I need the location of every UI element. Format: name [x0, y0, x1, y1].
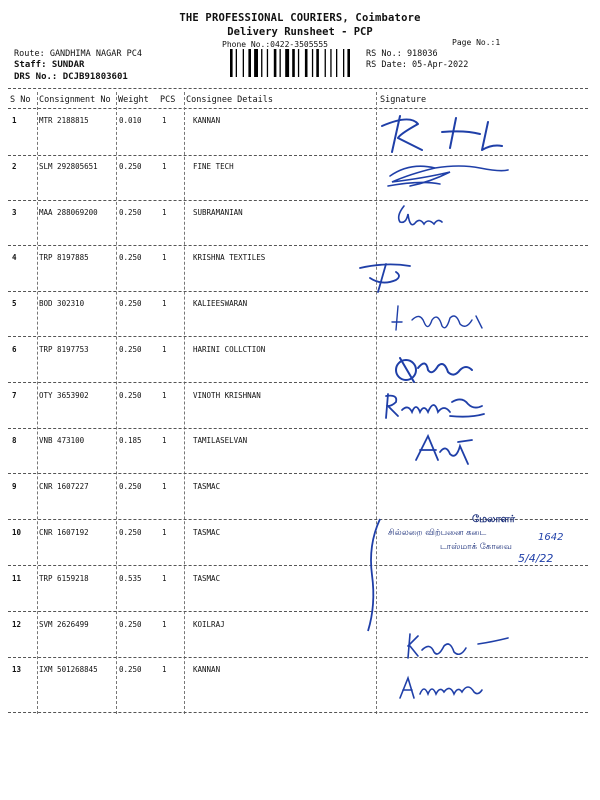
- barcode-bar: [330, 49, 331, 77]
- row-sno: 3: [12, 208, 17, 217]
- barcode-bar: [298, 49, 299, 77]
- row-pcs: 1: [162, 208, 167, 217]
- document-title: Delivery Runsheet - PCP: [227, 26, 373, 38]
- row-weight: 0.250: [119, 345, 142, 354]
- col-consignment-header: Consignment No: [39, 95, 111, 105]
- row-consignment: TRP 8197753: [39, 345, 89, 354]
- route-label: Route: GANDHIMA NAGAR PC4: [14, 49, 142, 59]
- row-sno: 1: [12, 116, 17, 125]
- barcode-bar: [312, 49, 313, 77]
- signature-row-4: [356, 256, 416, 296]
- barcode-bar: [267, 49, 268, 77]
- row-divider: [8, 291, 588, 292]
- row-divider: [8, 611, 588, 612]
- row-pcs: 1: [162, 528, 167, 537]
- row-sno: 12: [12, 620, 22, 629]
- barcode-bar: [236, 49, 237, 77]
- stamp-line-3: டாஸ்மாக் கோவை: [440, 542, 512, 552]
- row-weight: 0.250: [119, 482, 142, 491]
- row-consignee: KANNAN: [193, 116, 221, 125]
- row-weight: 0.250: [119, 391, 142, 400]
- barcode-bar: [280, 49, 281, 77]
- col-sno-header: S No: [10, 95, 31, 105]
- barcode-bar: [336, 49, 337, 77]
- row-weight: 0.250: [119, 299, 142, 308]
- stamp-line-2: சில்லறை விற்பனை கடை: [388, 528, 487, 538]
- row-consignee: FINE TECH: [193, 162, 234, 171]
- row-consignment: IXM 501268845: [39, 665, 98, 674]
- row-consignment: TRP 8197885: [39, 253, 89, 262]
- row-sno: 13: [12, 665, 22, 674]
- signature-row-13: [396, 672, 486, 702]
- row-consignee: TASMAC: [193, 574, 221, 583]
- row-weight: 0.250: [119, 208, 142, 217]
- col-signature-header: Signature: [380, 95, 427, 105]
- row-consignment: SVM 2626499: [39, 620, 89, 629]
- signature-row-1: [370, 104, 570, 156]
- barcode-bar: [305, 49, 308, 77]
- barcode-bar: [316, 49, 319, 77]
- barcode: [230, 49, 365, 77]
- row-pcs: 1: [162, 482, 167, 491]
- row-pcs: 1: [162, 299, 167, 308]
- row-weight: 0.250: [119, 665, 142, 674]
- signature-row-7: [380, 388, 490, 424]
- barcode-bar: [261, 49, 262, 77]
- row-consignment: CNR 1607227: [39, 482, 89, 491]
- row-divider: [8, 473, 588, 474]
- row-consignment: MAA 288069200: [39, 208, 98, 217]
- row-sno: 9: [12, 482, 17, 491]
- row-consignee: TASMAC: [193, 528, 221, 537]
- row-sno: 11: [12, 574, 22, 583]
- barcode-bar: [248, 49, 251, 77]
- row-sno: 8: [12, 436, 17, 445]
- row-consignment: CNR 1607192: [39, 528, 89, 537]
- row-consignee: VINOTH KRISHNAN: [193, 391, 261, 400]
- row-consignee: TAMILASELVAN: [193, 436, 248, 445]
- signature-row-2: [380, 158, 520, 192]
- stamp-line-1: மேலாளர்: [472, 514, 515, 525]
- stamp-date: 5/4/22: [518, 552, 554, 565]
- signature-row-8: [410, 430, 480, 466]
- row-pcs: 1: [162, 436, 167, 445]
- barcode-bar: [254, 49, 258, 77]
- row-sno: 5: [12, 299, 17, 308]
- row-weight: 0.010: [119, 116, 142, 125]
- barcode-bar: [243, 49, 244, 77]
- row-pcs: 1: [162, 345, 167, 354]
- row-consignment: BOD 302310: [39, 299, 85, 308]
- row-consignee: KANNAN: [193, 665, 221, 674]
- drs-number: DRS No.: DCJB91803601: [14, 72, 128, 82]
- row-sno: 4: [12, 253, 17, 262]
- row-consignment: SLM 292805651: [39, 162, 98, 171]
- row-divider: [8, 428, 588, 429]
- row-sno: 6: [12, 345, 17, 354]
- row-weight: 0.250: [119, 620, 142, 629]
- col-pcs-header: PCS: [160, 95, 176, 105]
- phone-number: Phone No.:0422-3505555: [222, 40, 328, 49]
- row-pcs: 1: [162, 620, 167, 629]
- row-consignee: TASMAC: [193, 482, 221, 491]
- col-divider: [37, 92, 38, 714]
- row-sno: 10: [12, 528, 22, 537]
- staff-label: Staff: SUNDAR: [14, 60, 85, 70]
- row-weight: 0.250: [119, 528, 142, 537]
- signature-row-12: [400, 628, 520, 662]
- row-consignee: KRISHNA TEXTILES: [193, 253, 266, 262]
- row-weight: 0.250: [119, 162, 142, 171]
- row-consignment: VNB 473100: [39, 436, 85, 445]
- row-consignee: KALIEESWARAN: [193, 299, 248, 308]
- barcode-bar: [343, 49, 344, 77]
- row-pcs: 1: [162, 162, 167, 171]
- col-divider: [184, 92, 185, 714]
- barcode-bar: [274, 49, 277, 77]
- row-divider: [8, 245, 588, 246]
- barcode-bar: [292, 49, 295, 77]
- col-weight-header: Weight: [118, 95, 149, 105]
- row-divider: [8, 200, 588, 201]
- rule-bottom: [8, 712, 588, 713]
- row-pcs: 1: [162, 116, 167, 125]
- row-consignment: OTY 3653902: [39, 391, 89, 400]
- rs-number: RS No.: 918036: [366, 49, 438, 59]
- row-pcs: 1: [162, 253, 167, 262]
- stamp-number: 1642: [538, 532, 564, 543]
- rule-top: [8, 88, 588, 89]
- row-weight: 0.185: [119, 436, 142, 445]
- page-number: Page No.:1: [452, 38, 501, 47]
- col-consignee-header: Consignee Details: [186, 95, 273, 105]
- row-sno: 7: [12, 391, 17, 400]
- row-pcs: 1: [162, 574, 167, 583]
- signature-row-6: [388, 346, 478, 386]
- barcode-bar: [285, 49, 289, 77]
- barcode-bar: [325, 49, 326, 77]
- row-divider: [8, 336, 588, 337]
- col-divider: [116, 92, 117, 714]
- barcode-bar: [230, 49, 233, 77]
- signature-row-3: [390, 200, 450, 236]
- row-consignment: TRP 6159218: [39, 574, 89, 583]
- rs-date: RS Date: 05-Apr-2022: [366, 60, 469, 70]
- row-consignee: HARINI COLLCTION: [193, 345, 266, 354]
- row-weight: 0.535: [119, 574, 142, 583]
- row-consignee: SUBRAMANIAN: [193, 208, 243, 217]
- barcode-bar: [347, 49, 350, 77]
- company-title: THE PROFESSIONAL COURIERS, Coimbatore: [179, 12, 421, 24]
- tasmac-stamp: [368, 512, 576, 578]
- row-pcs: 1: [162, 665, 167, 674]
- signature-row-5: [390, 302, 500, 336]
- row-consignment: MTR 2188815: [39, 116, 89, 125]
- row-sno: 2: [12, 162, 17, 171]
- row-divider: [8, 382, 588, 383]
- row-consignee: KOILRAJ: [193, 620, 225, 629]
- row-weight: 0.250: [119, 253, 142, 262]
- row-pcs: 1: [162, 391, 167, 400]
